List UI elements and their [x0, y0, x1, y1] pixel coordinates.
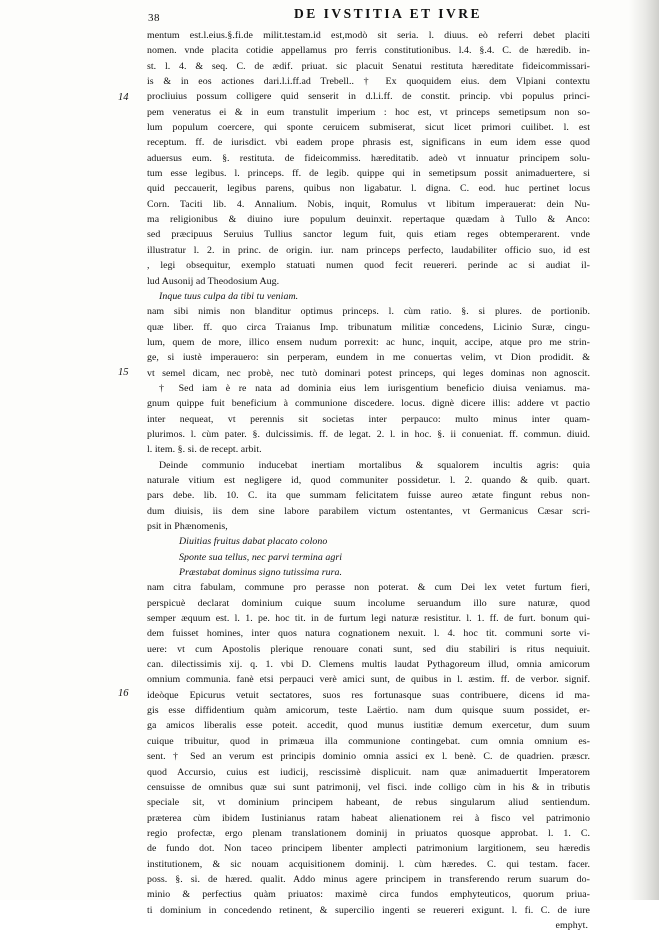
- text-line: can. dilectissimis xij. q. 1. vbi D. Clemens multis laudat Pythagoreum illud, omnia amicorum: [147, 659, 590, 671]
- body-text: [147, 28, 590, 933]
- quotation-line: Inque tuus culpa da tibi tu veniam.: [159, 290, 299, 302]
- text-line: nomen. vnde placita cotidie appellamus pro ferris constitutionibus. l.4. §.4. C. de hæredib. in-: [147, 45, 590, 57]
- text-line: nam sibi nimis non blanditur optimus princeps. l. cùm ratio. §. si plures. de portionib.: [147, 306, 590, 318]
- text-line: aduersus eum. §. restituta. de fideicommiss. hæreditatib. adeò vt innuatur principem solu-: [147, 152, 590, 164]
- text-line: sed præcipuus Seruius Tullius sanctor legum fuit, quis etiam reges obtemperarent. vnde: [147, 229, 590, 241]
- text-line: præterea cùm ibidem Iustinianus ratam habeat alienationem rei à fisco vel patrimonio: [147, 812, 590, 824]
- text-line: procliuius possum colligere quid senserit in d.l.i.ff. de constit. princip. vbi populus princi-: [147, 91, 590, 103]
- text-line: cuique tribuitur, quod in primæua illa communione contingebat. cum omnia omnium es-: [147, 735, 590, 747]
- text-line: lum populum coercere, qui sponte ceruicem submiserat, sicut licet primori cuilibet. l. est: [147, 122, 590, 134]
- text-line: illustratur l. 2. in princ. de origin. iur. nam princeps perfecto, laudabiliter officio suo, id est: [147, 244, 590, 256]
- text-line: institutionem, & sic nouam acquisitionem dominij. l. cùm hæredes. C. qui testam. facer.: [147, 858, 590, 870]
- text-line: minio & perfectius quàm priuatos: maximè circa fundos emphyteuticos, quorum priua-: [147, 889, 590, 901]
- text-line: naturale vitium est negligere id, quod communiter possidetur. l. 2. quando & quib. quart.: [147, 474, 590, 486]
- text-line: st. l. 4. & seq. C. de ædif. priuat. sic placuit Senatui restituta hæreditate fideicommissari-: [147, 60, 590, 72]
- verse-line: Diuitias fruitus dabat placato colono: [179, 536, 328, 548]
- text-line: regio profectæ, ergo plenam translationem dominij in priuatos quosque approbat. l. 1. C.: [147, 827, 590, 839]
- text-line: † Sed iam è re nata ad dominia eius lem iurisgentium beneficio diuisa veniamus. ma-: [159, 382, 590, 394]
- text-line: receptum. ff. de iurisdict. vbi eadem prope phrasis est, significans in eum idem esse quod: [147, 137, 590, 149]
- text-line: poss. §. si. de hæred. qualit. Addo minus agere principem in transferendo rerum suarum do-: [147, 873, 590, 885]
- text-line: Corn. Taciti lib. 4. Annalium. Nobis, inquit, Romulus vt libitum imperauerat: dein Nu-: [147, 198, 590, 210]
- text-line: omnium communia. fanè etsi perpauci verè amici sunt, de quibus in l. æstim. ff. de verbor. signif.: [147, 674, 590, 686]
- text-line: ga amicos liberalis esse poteit. accedit, quod munus iustitiæ demum exercetur, dum suum: [147, 720, 590, 732]
- text-line: gnum quippe fuit beneficium à communione discedere. locus. dignè dicere illis: addere vt pactio: [147, 398, 590, 410]
- text-line: quæ liber. ff. quo circa Traianus Imp. tribunatum militiæ concedens, Licinio Suræ, cingu-: [147, 321, 590, 333]
- text-line: vt semel dicam, nec probè, nec tutò dominari potest princeps, qui leges dominas non agnoscit.: [147, 367, 590, 379]
- running-title: DE IVSTITIA ET IVRE: [294, 6, 482, 21]
- text-line: pars debe. lib. 10. C. ita que summam felicitatem fuisse aureo ætate fingunt rebus non-: [147, 490, 590, 502]
- text-line: de fundo dot. Non taceo principem libenter amplecti patrimonium largitionem, seu hæredis: [147, 843, 590, 855]
- text-line: gis esse diffidentium quàm amicorum, teste Laërtio. nam dum quisque suum possidet, er-: [147, 705, 590, 717]
- text-line: lum, quem de more, illico ensem nudum porrexit: ac hunc, inquit, accipe, atque pro me strin-: [147, 336, 590, 348]
- text-line: dem fuisset homines, inter quos natura cognationem nexuit. l. 4. hoc tit. communi sorte vi-: [147, 628, 590, 640]
- text-line: perspicuè declarat dominium cuique suum incolume seruandum illo sure naturæ, quod: [147, 597, 590, 609]
- text-line: mentum est.l.eius.§.fi.de milit.testam.id est,modò sit seria. l. diuus. eò referri debet placiti: [147, 30, 590, 41]
- text-line: ge, si iustè imperauero: sin perperam, eundem in me conuertas velim, vt Dion prodidit. &: [147, 352, 590, 364]
- text-line: Deinde communio inducebat inertiam mortalibus & squalorem incultis agris: quia: [159, 459, 590, 471]
- text-line: uere: vt cum Apostolis plerique renouare conati sunt, sed diu stabiliri is ritus nequiuit.: [147, 643, 590, 655]
- text-line: , legi obsequitur, exemplo statuati numen quod fecit reuereri. perinde ac si audiat il-: [147, 260, 590, 272]
- margin-number: 14: [118, 92, 129, 103]
- verse-line: Sponte sua tellus, nec parvi termina agri: [179, 551, 343, 563]
- text-line: dum diuisis, iis dem sine labore parabilem victum ostentantes, vt Germanicus Cæsar scri-: [147, 505, 590, 517]
- text-line: is & in eos actiones dari.l.i.ff.ad Trebell.. † Ex quoquidem eius. dem Vlpiani contextu: [147, 76, 590, 88]
- catchword: emphyt.: [555, 919, 588, 931]
- text-line: quid peccauerit, legibus parens, quibus non ligabatur. l. digna. C. eod. huc pertinet locus: [147, 183, 590, 195]
- text-line: inter nequeat, vt perennis sit societas inter perpauco: multo minus inter quam-: [147, 413, 590, 425]
- text-line: psit in Phænomenis,: [147, 521, 228, 532]
- text-line: plurimos. l. cùm pater. §. dulcissimis. ff. de legat. 2. l. in hoc. §. ii conueniat. ff. commun. diuid.: [147, 428, 590, 440]
- text-line: nam citra fabulam, commune pro perasse non poterat. & cum Dei lex vetet furtum fieri,: [147, 582, 590, 594]
- text-line: pem veneratus ei & in eum transtulit imperium : hoc est, vt princeps semetipsum non so-: [147, 106, 590, 118]
- text-line: ti dominium in concedendo retinent, & supercilio ingenti se reuereri exigunt. l. fi. C. de iure: [147, 904, 590, 916]
- text-line: semper æquum est. l. 1. pe. hoc tit. in de furtum legi naturæ resistitur. l. 1. ff. de furt. bonum qui-: [147, 613, 590, 625]
- text-line: sent. † Sed an verum est principis dominio omnia assici ex l. benè. C. de quadrien. præscr.: [147, 751, 590, 763]
- text-line: tum esse legibus. l. princeps. ff. de legib. quippe qui in semetipsum possit animaduertere, si: [147, 168, 590, 180]
- text-line: ma religionibus & diuino iure populum deuinxit. repertaque quædam à Tullo & Anco:: [147, 214, 590, 226]
- text-line: speciale sit, vt dominium principem habeant, de rebus singularum aliud sentiendum.: [147, 797, 590, 809]
- text-line: ideòque Epicurus vetuit sectatores, suos res fortunasque suas contribuere, dicens id ma-: [147, 689, 590, 701]
- text-line: l. item. §. si. de recept. arbit.: [147, 444, 262, 456]
- verse-line: Præstabat dominus signo tutissima rura.: [179, 567, 342, 579]
- page-number: 38: [148, 12, 160, 24]
- margin-number: 15: [118, 367, 129, 378]
- text-line: quod Accursio, cuius est iudicij, rescissimè displicuit. nam quæ animaduertit Imperatorem: [147, 766, 590, 778]
- binding-gutter-shadow: [629, 0, 659, 900]
- page-header: [148, 6, 628, 28]
- text-line: lud Ausonij ad Theodosium Aug.: [147, 275, 280, 287]
- margin-number: 16: [118, 688, 129, 699]
- text-line: censuisse de omnibus quæ sui sunt patrimonij, vel fisci. inde colligo cùm in his & in tributis: [147, 781, 590, 793]
